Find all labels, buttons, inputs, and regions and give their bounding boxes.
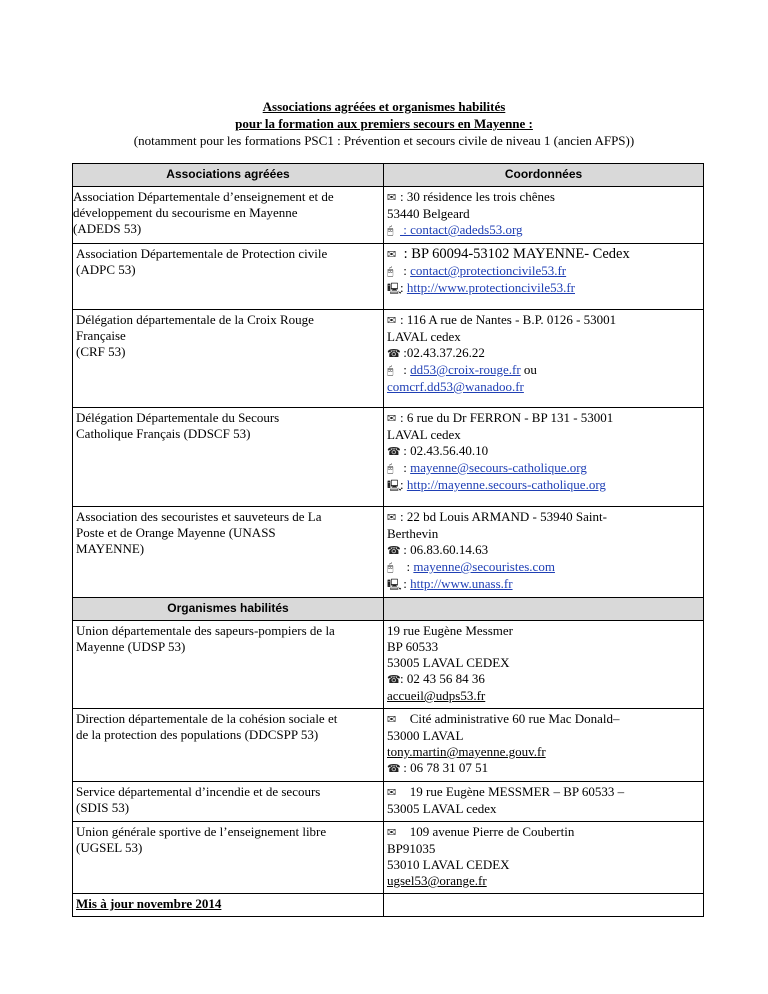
computer-icon: 🖳 — [387, 479, 402, 492]
envelope-icon: ✉ — [387, 412, 397, 425]
table-footer-row — [73, 894, 704, 917]
organization-name: Direction départementale de la cohésion sociale et de la protection des populations (DDCSPP 53) — [73, 709, 384, 782]
title-line-2: pour la formation aux premiers secours en Mayenne : — [235, 116, 533, 131]
column-header-coordinates: Coordonnées — [384, 164, 704, 187]
mouse-icon: 🖰 — [387, 265, 394, 278]
organization-coordinates: ✉ : 6 rue du Dr FERRON - BP 131 - 53001 LAVAL cedex ☎ : 02.43.56.40.10 🖰 : mayenne@secours-catholique.org 🖳: http://mayenne.secours-catholique.org — [384, 408, 704, 507]
organization-name: Association Départementale de Protection civile (ADPC 53) — [73, 244, 384, 310]
table-row — [73, 187, 704, 244]
email-link[interactable]: : contact@adeds53.org — [400, 222, 523, 237]
email-link[interactable]: tony.martin@mayenne.gouv.fr — [387, 744, 546, 759]
column-header-associations: Associations agréées — [73, 164, 384, 187]
envelope-icon: ✉ — [387, 191, 397, 204]
section-header-organismes: Organismes habilités — [73, 598, 384, 621]
section-header-row — [73, 598, 704, 621]
phone-icon: ☎ — [387, 544, 401, 557]
email-link[interactable]: mayenne@secours-catholique.org — [410, 460, 587, 475]
table-row — [73, 709, 704, 782]
organization-name: Union générale sportive de l’enseignement libre (UGSEL 53) — [73, 822, 384, 894]
table-row — [73, 782, 704, 822]
organization-coordinates: ✉ : 22 bd Louis ARMAND - 53940 Saint- Berthevin ☎ : 06.83.60.14.63 🖰 : mayenne@secouristes.com 🖳 : http://www.unass.fr — [384, 507, 704, 598]
organization-coordinates: ✉ 109 avenue Pierre de Coubertin BP91035 53010 LAVAL CEDEX ugsel53@orange.fr — [384, 822, 704, 894]
envelope-icon: ✉ — [387, 826, 397, 839]
computer-icon: 🖳 — [387, 578, 402, 591]
table-header-row — [73, 164, 704, 187]
mouse-icon: 🖰 — [387, 224, 394, 237]
organization-name: Association Départementale d’enseignement et de développement du secourisme en Mayenne (ADEDS 53) — [73, 187, 384, 244]
table-row — [73, 310, 704, 408]
contacts-table — [72, 163, 704, 917]
mouse-icon: 🖰 — [387, 561, 394, 574]
document-title — [0, 98, 768, 149]
organization-name: Association des secouristes et sauveteurs de La Poste et de Orange Mayenne (UNASS MAYENNE) — [73, 507, 384, 598]
phone-icon: ☎ — [387, 762, 401, 775]
website-link[interactable]: http://www.unass.fr — [410, 576, 513, 591]
phone-icon: ☎ — [387, 347, 401, 360]
organization-coordinates: ✉ : 30 résidence les trois chênes 53440 Belgeard 🖰 : contact@adeds53.org — [384, 187, 704, 244]
phone-icon: ☎ — [387, 673, 401, 686]
website-link[interactable]: http://www.protectioncivile53.fr — [406, 280, 575, 295]
organization-coordinates: ✉ Cité administrative 60 rue Mac Donald– 53000 LAVAL tony.martin@mayenne.gouv.fr ☎ : 06 78 31 07 51 — [384, 709, 704, 782]
title-line-1: Associations agréées et organismes habilités — [262, 99, 506, 114]
footer-empty-cell — [384, 894, 704, 917]
organization-name: Délégation départementale de la Croix Rouge Française (CRF 53) — [73, 310, 384, 408]
email-link[interactable]: ugsel53@orange.fr — [387, 873, 487, 888]
title-subtitle: (notamment pour les formations PSC1 : Prévention et secours civile de niveau 1 (ancien AFPS)) — [133, 133, 635, 148]
section-header-empty — [384, 598, 704, 621]
organization-name: Union départementale des sapeurs-pompiers de la Mayenne (UDSP 53) — [73, 621, 384, 709]
envelope-icon: ✉ — [387, 713, 397, 726]
email-link[interactable]: mayenne@secouristes.com — [413, 559, 555, 574]
table-row — [73, 408, 704, 507]
update-note: Mis à jour novembre 2014 — [73, 894, 384, 917]
organization-coordinates: ✉ : BP 60094-53102 MAYENNE- Cedex 🖰 : contact@protectioncivile53.fr 🖳: http://www.protectioncivile53.fr — [384, 244, 704, 310]
email-link-secondary[interactable]: comcrf.dd53@wanadoo.fr — [387, 379, 524, 394]
envelope-icon: ✉ — [387, 314, 397, 327]
envelope-icon: ✉ — [387, 248, 397, 261]
organization-name: Délégation Départementale du Secours Catholique Français (DDSCF 53) — [73, 408, 384, 507]
table-row — [73, 507, 704, 598]
table-row — [73, 244, 704, 310]
organization-coordinates: ✉ : 116 A rue de Nantes - B.P. 0126 - 53001 LAVAL cedex ☎ :02.43.37.26.22 🖰 : dd53@croix-rouge.fr ou comcrf.dd53@wanadoo.fr — [384, 310, 704, 408]
computer-icon: 🖳 — [387, 282, 402, 295]
email-link[interactable]: accueil@udps53.fr — [387, 688, 486, 703]
organization-coordinates: ✉ 19 rue Eugène MESSMER – BP 60533 – 53005 LAVAL cedex — [384, 782, 704, 822]
email-link[interactable]: dd53@croix-rouge.fr — [410, 362, 521, 377]
mouse-icon: 🖰 — [387, 364, 394, 377]
mouse-icon: 🖰 — [387, 462, 394, 475]
website-link[interactable]: http://mayenne.secours-catholique.org — [406, 477, 606, 492]
phone-icon: ☎ — [387, 445, 401, 458]
table-row — [73, 822, 704, 894]
envelope-icon: ✉ — [387, 511, 397, 524]
email-link[interactable]: contact@protectioncivile53.fr — [410, 263, 567, 278]
organization-coordinates: 19 rue Eugène Messmer BP 60533 53005 LAVAL CEDEX ☎: 02 43 56 84 36 accueil@udps53.fr — [384, 621, 704, 709]
table-row — [73, 621, 704, 709]
envelope-icon: ✉ — [387, 786, 397, 799]
organization-name: Service départemental d’incendie et de secours (SDIS 53) — [73, 782, 384, 822]
